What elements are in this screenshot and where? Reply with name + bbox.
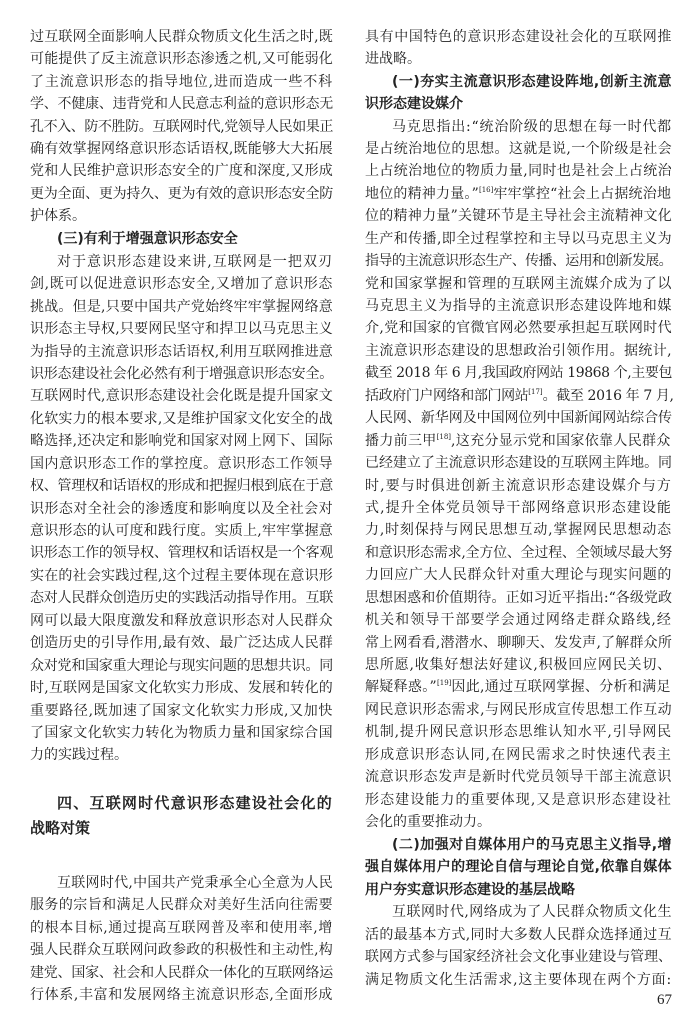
text-line: 了主流意识形态的指导地位,进而造成一些不科 [30,73,333,90]
text-line: 力,时刻保持与网民思想互动,掌握网民思想动态 [365,522,672,539]
text-line: (二)加强对自媒体用户的马克思主义指导,增 [392,837,672,853]
text-line: 学、不健康、违背党和人民意志利益的意识形态无 [30,96,334,113]
text-line: 互联网时代,意识形态建设社会化既是提升国家文 [30,388,334,405]
text-line: 确有效掌握网络意识形态话语权,既能够大大拓展 [30,140,334,157]
text-line: 实在的社会实践过程,这个过程主要体现在意识形 [30,567,334,584]
text-line: 国内意识形态工作的掌控度。意识形态工作领导 [30,455,334,472]
text-line [365,385,672,407]
text-line: 形态建设能力的重要体现,又是意识形态建设社 [365,791,673,808]
text-line: 流意识形态发声是新时代党员领导干部主流意识 [365,769,672,786]
text-segment: 解疑释惑。” [365,679,438,696]
text-line: 了国家文化软实力转化为物质力量和国家综合国 [30,724,334,741]
text-line: (三)有利于增强意识形态安全 [57,231,238,248]
text-line: 为指导的主流意识形态话语权,利用互联网推进意 [30,343,334,360]
text-line: 重要路径,既加速了国家文化软实力形成,又加快 [30,702,334,719]
text-line: 化软实力的根本要求,又是维护国家文化安全的战 [30,410,334,427]
text-line [365,676,672,698]
text-line: 思想困惑和价值期待。正如习近平指出:“各级党政 [365,589,672,606]
text-segment: 地位的精神力量。” [365,185,479,202]
text-line: 强人民群众互联网问政参政的积极性和主动性,构 [30,942,334,959]
text-line: 主流意识形态建设的思想政治引领作用。据统计, [365,342,672,359]
text-segment: 。截至 2016 年 7 月, [542,387,674,404]
text-line: 式,提升全体党员领导干部网络意识形态建设能 [365,499,673,516]
citation-ref: [17] [528,387,543,396]
text-line: 互联网时代,网络成为了人民群众物质文化生 [392,904,672,921]
paragraph [365,116,672,834]
text-line: 强自媒体用户的理论自信与理论自觉,依靠自媒体 [365,859,672,876]
text-line: 意识形态的认可度和践行度。实质上,牢牢掌握意 [30,523,334,539]
text-line: 孔不入、防不胜防。互联网时代,党领导人民如果正 [30,118,333,135]
citation-ref: [18] [436,432,452,441]
subheading [365,71,672,116]
text-line: 和意识形态需求,全方位、全过程、全领域尽最大努 [365,544,672,561]
text-line: (一)夯实主流意识形态建设阵地,创新主流意 [392,73,672,90]
citation-ref: [19] [437,679,452,688]
text-line: 识形态主导权,只要网民坚守和捍卫以马克思主义 [30,321,334,338]
text-segment: ,这充分显示党和国家依靠人民群众 [451,432,671,449]
text-line: 时,互联网是国家文化软实力形成、发展和转化的 [30,680,334,697]
text-line: 四、互联网时代意识形态建设社会化的 [57,793,333,812]
paragraph [30,872,333,1007]
text-line: 建党、国家、社会和人民群众一体化的互联网络运 [30,964,334,981]
text-line: 会化的重要推动力。 [365,814,491,831]
text-line: 机关和领导干部要学会通过网络走群众路线,经 [365,612,673,629]
text-line: 指导的主流意识形态生产、传播、运用和创新发展。 [365,253,673,270]
text-line: 众对党和国家重大理论与现实问题的思想共识。同 [30,657,334,674]
text-line: 的根本目标,通过提高互联网普及率和使用率,增 [30,919,334,936]
text-line: 人民网、新华网及中国网位列中国新闻网站综合传 [365,410,673,427]
citation-ref: [16] [478,185,494,194]
paragraph [365,901,672,991]
paragraph [30,26,333,228]
text-line: 进战略。 [365,51,421,68]
text-line: 具有中国特色的意识形态建设社会化的互联网推 [365,28,672,45]
text-line: 活的最基本方式,同时大多数人民群众选择通过互 [365,926,672,943]
text-line: 网民意识形态需求,与网民形成宣传思想工作互动 [365,701,672,718]
text-line: 思所愿,收集好想法好建议,积极回应网民关切、 [365,657,672,674]
text-segment: 牢牢掌控“社会上占据统治地 [493,185,672,202]
text-line: 形成意识形态认同,在网民需求之时快速代表主 [365,746,673,763]
text-line: 服务的宗旨和满足人民群众对美好生活向往需要 [30,897,334,914]
text-line: 创造历史的引导作用,最有效、最广泛达成人民群 [30,635,334,652]
text-line: 机制,提升网民意识形态思维认知水平,引导网民 [365,724,672,741]
text-line: 党和国家掌握和管理的互联网主流媒介成为了以 [365,275,672,292]
text-line: 联网方式参与国家经济社会文化事业建设与管理、 [365,949,673,966]
text-line: 态对人民群众创造历史的实践活动指导作用。互联 [30,590,334,607]
paragraph [30,251,333,767]
text-line: 识形态建设社会化必然有利于增强意识形态安全。 [30,365,334,382]
text-line: 对于意识形态建设来讲,互联网是一把双刃 [57,253,333,270]
text-line: 过互联网全面影响人民群众物质文化生活之时,既 [30,28,334,45]
text-line: 识形态工作的领导权、管理权和话语权是一个客观 [30,545,334,562]
text-line: 略选择,还决定和影响党和国家对网上网下、国际 [30,433,334,450]
text-line: 护体系。 [30,208,86,225]
text-line: 可能提供了反主流意识形态渗透之机,又可能弱化 [30,51,334,68]
text-line: 位的精神力量”关键环节是主导社会主流精神文化 [365,208,673,225]
text-line: 介,党和国家的官微官网必然要承担起互联网时代 [365,320,672,337]
text-line: 常上网看看,潜潜水、聊聊天、发发声,了解群众所 [365,634,672,651]
text-line: 行体系,丰富和发展网络主流意识形态,全面形成 [30,986,334,1003]
text-line: 更为全面、更为持久、更为有效的意识形态安全防 [30,185,334,202]
text-line: 剑,既可以促进意识形态安全,又增加了意识形态 [30,276,334,293]
text-line: 力的实践过程。 [30,747,128,764]
text-line: 力回应广大人民群众针对重大理论与现实问题的 [365,567,672,584]
text-line: 已经建立了主流意识形态建设的互联网主阵地。同 [365,455,673,472]
text-segment: 因此,通过互联网掌握、分析和满足 [451,679,671,696]
text-line: 战略对策 [30,818,91,837]
text-line [365,430,672,452]
text-segment: 播力前三甲 [365,432,437,449]
subheading [30,228,333,250]
text-line: 马克思指出:“统治阶级的思想在每一时代都 [392,118,672,135]
text-line: 是占统治地位的思想。这就是说,一个阶级是社会 [365,140,672,157]
text-line: 网可以最大限度激发和释放意识形态对人民群众 [30,612,334,629]
text-line: 马克思主义为指导的主流意识形态建设阵地和媒 [365,298,672,315]
text-line: 上占统治地位的物质力量,同时也是社会上占统治 [365,163,672,180]
text-line: 识形态建设媒介 [365,96,463,113]
subheading [365,834,672,901]
text-line: 识形态对全社会的渗透度和影响度以及全社会对 [30,500,334,517]
text-line: 时,要与时俱进创新主流意识形态建设媒介与方 [365,477,673,494]
text-line [365,183,672,205]
page-number: 67 [657,992,672,1008]
text-line: 党和人民维护意识形态安全的广度和深度,又形成 [30,163,334,180]
text-line: 满足物质文化生活需求,这主要体现在两个方面: [365,971,672,988]
paragraph [365,26,672,71]
section-heading [30,791,333,841]
text-line: 挑战。但是,只要中国共产党始终牢牢掌握网络意 [30,298,334,315]
text-line: 截至 2018 年 6 月,我国政府网站 19868 个,主要包 [365,365,672,382]
text-segment: 括政府门户网络和部门网站 [365,387,529,404]
text-line: 用户夯实意识形态建设的基层战略 [365,881,575,898]
text-line: 互联网时代,中国共产党秉承全心全意为人民 [57,874,333,891]
text-line: 生产和传播,即全过程掌控和主导以马克思主义为 [365,230,672,247]
text-line: 权、管理权和话语权的形成和把握归根到底在于意 [30,478,334,495]
